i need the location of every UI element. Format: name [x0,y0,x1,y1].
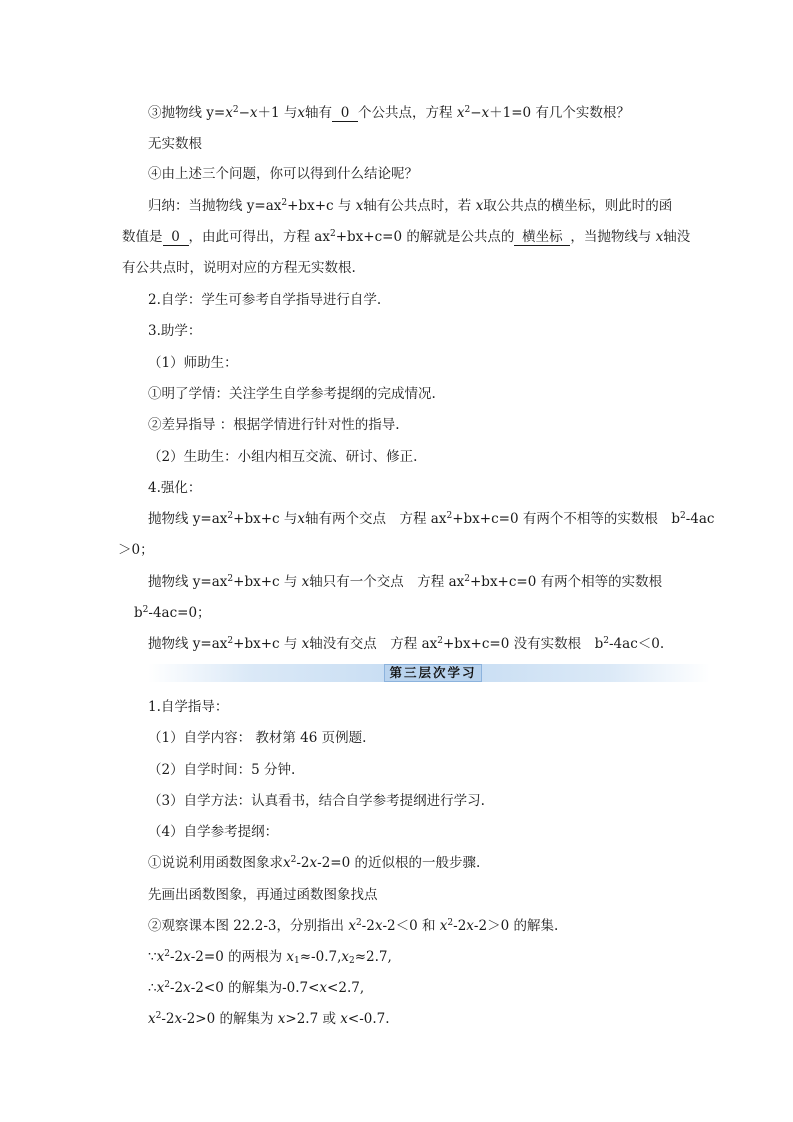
question-4-line: ④由上述三个问题，你可以得到什么结论呢？ [148,166,418,182]
solution-line-2: $\therefore x^2-2x-2<0$ 的解集为-0.7<x<2.7, [148,980,365,996]
answer-blank: 0 [332,105,358,122]
reinforce-line-2b: $b^2-4ac=0$； [134,605,211,621]
reinforce-line-1b: ＞0； [118,542,154,558]
summary-line-2: 数值是 0 ，由此可得出，方程 $ax^2+bx+c=0$ 的解就是公共点的 横坐标 ，当抛物线与 x轴没 [122,229,691,245]
section-banner-title: 第三层次学习 [384,664,482,682]
solution-line-1: $\because x^2-2x-2=0$ 的两根为 $x_1\approx-0.7,x_2\approx 2.7$, [148,949,392,966]
text-line: ②差异指导 ：根据学情进行针对性的指导. [148,417,400,433]
text-line: 1.自学指导： [148,699,229,715]
text-line: （2）自学时间：5 分钟. [148,762,296,778]
text-line: 3.助学： [148,323,202,339]
solution-line-3: $x^2-2x-2>0$ 的解集为 x>2.7 或 x<-0.7. [148,1011,390,1027]
summary-line-3: 有公共点时，说明对应的方程无实数根. [122,260,356,276]
answer-blank: 横坐标 [514,229,570,246]
reinforce-line-3: 抛物线 $y=ax^2+bx+c$ 与 x轴没有交点 方程 $ax^2+bx+c=0$ 没有实数根 $b^2-4ac<0$. [148,636,665,652]
summary-line-1: 归纳：当抛物线 $y=ax^2+bx+c$ 与 x轴有公共点时，若 x取公共点的横坐标，则此时的函 [148,198,673,214]
question-3-line: ③抛物线 $y=x^2-x+1$ 与x轴有 0 个公共点，方程 $x^2-x+1=0$ 有几个实数根？ [148,105,630,121]
text-line: （1）师助生： [148,355,238,371]
answer-line: 无实数根 [148,136,202,152]
outline-line-2: ②观察课本图 22.2-3，分别指出 $x^2-2x-2<0$ 和 $x^2-2x-2>0$ 的解集. [148,918,559,934]
text-line: 先画出函数图象，再通过函数图象找点 [148,887,378,903]
text-line: 4.强化： [148,480,202,496]
text-line: （2）生助生：小组内相互交流、研讨、修正. [148,449,418,465]
outline-line-1: ①说说利用函数图象求$x^2-2x-2=0$ 的近似根的一般步骤. [148,855,481,871]
reinforce-line-1: 抛物线 $y=ax^2+bx+c$ 与x轴有两个交点 方程 $ax^2+bx+c=0$ 有两个不相等的实数根 $b^2-4ac$ [148,511,715,527]
text-line: ①明了学情：关注学生自学参考提纲的完成情况. [148,386,436,402]
text-line: （1）自学内容： 教材第 46 页例题. [148,730,367,746]
reinforce-line-2: 抛物线 $y=ax^2+bx+c$ 与 x轴只有一个交点 方程 $ax^2+bx+c=0$ 有两个相等的实数根 [148,574,663,590]
text-line: （3）自学方法：认真看书，结合自学参考提纲进行学习. [148,793,485,809]
answer-blank: 0 [163,229,189,246]
text-line: （4）自学参考提纲： [148,824,279,840]
text-line: 2.自学：学生可参考自学指导进行自学. [148,292,382,308]
